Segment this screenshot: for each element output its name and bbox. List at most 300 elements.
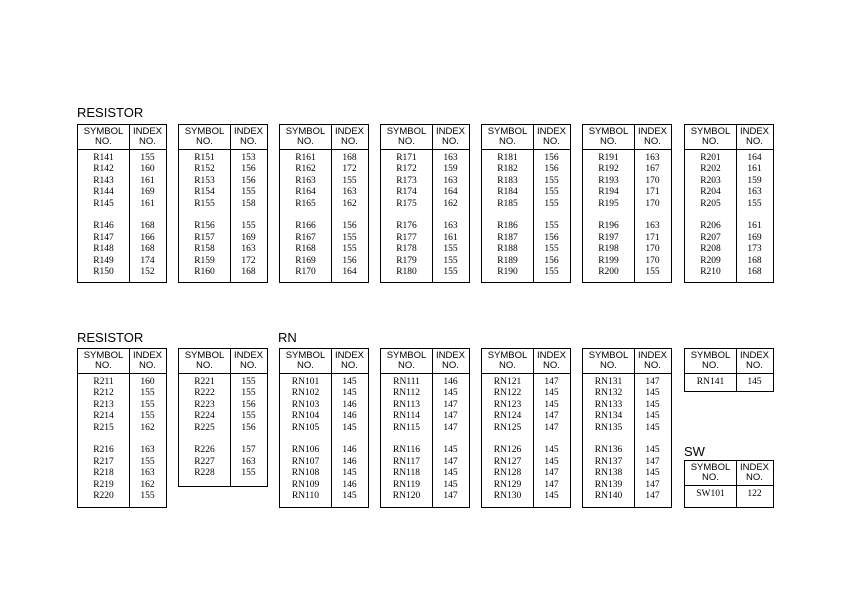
symbol-no-cell: R158 — [194, 244, 215, 255]
symbol-no-header — [685, 125, 736, 149]
index-no-cell: 152 — [140, 267, 155, 277]
symbol-no-cell: R208 — [700, 244, 721, 255]
index-no-cell: 164 — [747, 153, 762, 163]
symbol-no-header-line: SYMBOL — [690, 462, 731, 473]
index-no-cell: 171 — [645, 232, 660, 243]
symbol-no-cell: R153 — [194, 175, 215, 186]
symbol-no-cell: R205 — [700, 198, 721, 209]
index-no-cell: 147 — [645, 377, 660, 387]
symbol-no-cell: R209 — [700, 255, 721, 266]
index-no-cell: 146 — [342, 399, 357, 410]
symbol-no-header-line: SYMBOL — [386, 350, 427, 361]
symbol-no-cell: R147 — [93, 232, 114, 243]
symbol-no-cell: R228 — [194, 468, 215, 479]
header-divider — [179, 373, 267, 374]
index-no-header-line: NO. — [543, 136, 560, 147]
symbol-no-cell: R177 — [396, 232, 417, 243]
symbol-no-cell: RN140 — [594, 491, 623, 501]
symbol-no-cell: RN139 — [594, 479, 623, 490]
index-no-cell: 163 — [241, 456, 256, 467]
symbol-no-cell: R193 — [598, 175, 619, 186]
index-no-cell: 155 — [241, 411, 256, 422]
index-no-cell: 155 — [241, 377, 256, 387]
symbol-no-header-line: SYMBOL — [285, 126, 326, 137]
symbol-no-header — [583, 349, 634, 373]
header-divider — [78, 149, 166, 150]
symbol-no-cell: R224 — [194, 411, 215, 422]
symbol-no-cell: R218 — [93, 468, 114, 479]
symbol-no-cell: R168 — [295, 244, 316, 255]
symbol-no-header-line: SYMBOL — [487, 126, 528, 137]
index-no-cell: 156 — [544, 255, 559, 266]
symbol-no-cell: R221 — [194, 377, 215, 387]
index-no-header-line: NO. — [746, 136, 763, 147]
symbol-no-cell: R174 — [396, 187, 417, 198]
index-no-header-line: NO. — [442, 360, 459, 371]
index-no-cell: 159 — [747, 175, 762, 186]
symbol-no-cell: R212 — [93, 388, 114, 399]
index-no-header — [634, 349, 671, 373]
index-no-cell: 171 — [645, 187, 660, 198]
symbol-no-header-line: SYMBOL — [285, 350, 326, 361]
symbol-no-cell: R222 — [194, 388, 215, 399]
symbol-no-cell: R143 — [93, 175, 114, 186]
symbol-index-table — [77, 348, 167, 508]
symbol-no-cell: R202 — [700, 164, 721, 175]
symbol-no-cell: RN109 — [291, 479, 320, 490]
symbol-no-header-line: NO. — [95, 360, 112, 371]
index-no-cell: 145 — [645, 422, 660, 433]
header-divider — [583, 373, 671, 374]
index-no-cell: 166 — [140, 232, 155, 243]
index-no-cell: 163 — [645, 153, 660, 163]
symbol-no-cell: RN122 — [493, 388, 522, 399]
symbol-no-cell: R219 — [93, 479, 114, 490]
symbol-no-header — [179, 125, 230, 149]
index-no-cell: 155 — [342, 232, 357, 243]
symbol-no-cell: R210 — [700, 267, 721, 277]
index-no-cell: 163 — [443, 221, 458, 232]
symbol-no-cell: RN127 — [493, 456, 522, 467]
symbol-no-cell: R214 — [93, 411, 114, 422]
symbol-no-cell: R169 — [295, 255, 316, 266]
index-no-header-line: NO. — [746, 360, 763, 371]
index-no-cell: 147 — [544, 479, 559, 490]
symbol-no-cell: R161 — [295, 153, 316, 163]
symbol-no-header-line: NO. — [196, 360, 213, 371]
index-no-cell: 146 — [443, 377, 458, 387]
symbol-no-cell: R184 — [497, 187, 518, 198]
symbol-index-table — [481, 124, 571, 283]
symbol-no-cell: R165 — [295, 198, 316, 209]
index-no-cell: 160 — [140, 164, 155, 175]
index-no-cell: 146 — [342, 411, 357, 422]
symbol-no-cell: RN105 — [291, 422, 320, 433]
symbol-no-header — [685, 461, 736, 485]
index-no-cell: 155 — [140, 153, 155, 163]
symbol-no-cell: RN138 — [594, 468, 623, 479]
symbol-index-table — [380, 124, 470, 283]
index-no-cell: 146 — [342, 479, 357, 490]
index-no-cell: 161 — [443, 232, 458, 243]
index-no-cell: 159 — [443, 164, 458, 175]
index-no-cell: 170 — [645, 244, 660, 255]
symbol-no-cell: R203 — [700, 175, 721, 186]
index-no-cell: 170 — [645, 198, 660, 209]
index-no-header-line: INDEX — [435, 350, 466, 361]
index-no-cell: 169 — [747, 232, 762, 243]
section-title-resistor-2: RESISTOR — [77, 330, 144, 345]
symbol-no-cell: R182 — [497, 164, 518, 175]
index-no-cell: 161 — [747, 164, 762, 175]
symbol-no-cell: R220 — [93, 491, 114, 501]
symbol-no-cell: R156 — [194, 221, 215, 232]
symbol-no-cell: R163 — [295, 175, 316, 186]
symbol-no-header-line: SYMBOL — [690, 126, 731, 137]
symbol-no-header-line: NO. — [95, 136, 112, 147]
index-no-cell: 155 — [241, 468, 256, 479]
symbol-no-cell: RN116 — [392, 445, 421, 456]
index-no-cell: 162 — [342, 198, 357, 209]
symbol-no-header-line: NO. — [600, 360, 617, 371]
index-no-cell: 155 — [140, 491, 155, 501]
index-no-cell: 155 — [544, 244, 559, 255]
symbol-no-header-line: SYMBOL — [83, 350, 124, 361]
symbol-no-header — [78, 349, 129, 373]
index-no-cell: 156 — [544, 164, 559, 175]
index-no-cell: 155 — [645, 267, 660, 277]
symbol-no-cell: R172 — [396, 164, 417, 175]
index-no-header-line: INDEX — [637, 350, 668, 361]
symbol-no-header-line: SYMBOL — [184, 126, 225, 137]
symbol-index-table — [178, 348, 268, 487]
index-no-cell: 147 — [544, 468, 559, 479]
index-no-cell: 145 — [645, 468, 660, 479]
symbol-no-header — [179, 349, 230, 373]
symbol-no-cell: R223 — [194, 399, 215, 410]
index-no-cell: 155 — [342, 175, 357, 186]
symbol-no-cell: R151 — [194, 153, 215, 163]
index-no-cell: 145 — [342, 377, 357, 387]
index-no-cell: 145 — [544, 491, 559, 501]
symbol-no-cell: R176 — [396, 221, 417, 232]
symbol-no-cell: R195 — [598, 198, 619, 209]
symbol-no-cell: RN103 — [291, 399, 320, 410]
index-no-cell: 173 — [747, 244, 762, 255]
symbol-no-cell: R213 — [93, 399, 114, 410]
index-no-cell: 147 — [443, 491, 458, 501]
symbol-index-table — [481, 348, 571, 508]
index-no-cell: 146 — [342, 445, 357, 456]
index-no-header — [736, 125, 773, 149]
index-no-header — [331, 349, 368, 373]
symbol-no-cell: R173 — [396, 175, 417, 186]
index-no-cell: 155 — [443, 255, 458, 266]
index-no-cell: 145 — [443, 388, 458, 399]
index-no-cell: 145 — [645, 388, 660, 399]
symbol-no-cell: R164 — [295, 187, 316, 198]
symbol-no-cell: R181 — [497, 153, 518, 163]
symbol-no-cell: R170 — [295, 267, 316, 277]
header-divider — [685, 485, 773, 486]
index-no-cell: 156 — [241, 399, 256, 410]
index-no-cell: 155 — [241, 388, 256, 399]
symbol-no-cell: R179 — [396, 255, 417, 266]
symbol-no-cell: R162 — [295, 164, 316, 175]
index-no-cell: 145 — [544, 388, 559, 399]
symbol-no-cell: R185 — [497, 198, 518, 209]
symbol-no-cell: SW101 — [696, 489, 725, 499]
header-divider — [482, 373, 570, 374]
index-no-header-line: INDEX — [637, 126, 668, 137]
symbol-no-cell: R204 — [700, 187, 721, 198]
symbol-no-cell: R200 — [598, 267, 619, 277]
index-no-cell: 167 — [645, 164, 660, 175]
symbol-no-header-line: SYMBOL — [487, 350, 528, 361]
index-no-cell: 155 — [140, 388, 155, 399]
symbol-no-cell: R146 — [93, 221, 114, 232]
symbol-no-cell: RN133 — [594, 399, 623, 410]
index-no-cell: 145 — [443, 479, 458, 490]
index-no-header-line: INDEX — [739, 462, 770, 473]
index-no-cell: 155 — [544, 187, 559, 198]
symbol-no-cell: R148 — [93, 244, 114, 255]
symbol-no-header — [482, 125, 533, 149]
symbol-no-cell: R198 — [598, 244, 619, 255]
header-divider — [381, 149, 469, 150]
index-no-cell: 145 — [645, 411, 660, 422]
symbol-no-header-line: SYMBOL — [588, 126, 629, 137]
symbol-no-header — [280, 125, 331, 149]
symbol-no-cell: RN124 — [493, 411, 522, 422]
header-divider — [381, 373, 469, 374]
header-divider — [78, 373, 166, 374]
index-no-cell: 174 — [140, 255, 155, 266]
index-no-cell: 168 — [241, 267, 256, 277]
symbol-no-cell: R207 — [700, 232, 721, 243]
symbol-no-cell: R167 — [295, 232, 316, 243]
index-no-cell: 156 — [241, 422, 256, 433]
symbol-no-cell: R152 — [194, 164, 215, 175]
index-no-cell: 145 — [544, 456, 559, 467]
index-no-cell: 147 — [645, 491, 660, 501]
header-divider — [685, 373, 773, 374]
index-no-cell: 163 — [140, 445, 155, 456]
index-no-cell: 168 — [747, 267, 762, 277]
index-no-header-line: NO. — [341, 136, 358, 147]
index-no-header-line: NO. — [644, 360, 661, 371]
index-no-cell: 146 — [342, 456, 357, 467]
symbol-no-cell: R189 — [497, 255, 518, 266]
symbol-no-cell: R141 — [93, 153, 114, 163]
index-no-cell: 155 — [544, 198, 559, 209]
index-no-header-line: INDEX — [334, 350, 365, 361]
index-no-header-line: INDEX — [739, 350, 770, 361]
index-no-cell: 155 — [241, 187, 256, 198]
index-no-cell: 163 — [443, 153, 458, 163]
index-no-cell: 163 — [747, 187, 762, 198]
index-no-cell: 155 — [747, 198, 762, 209]
index-no-header — [230, 349, 267, 373]
symbol-no-cell: R187 — [497, 232, 518, 243]
symbol-no-header — [482, 349, 533, 373]
symbol-no-cell: R180 — [396, 267, 417, 277]
index-no-cell: 147 — [645, 479, 660, 490]
index-no-cell: 147 — [443, 422, 458, 433]
header-divider — [280, 149, 368, 150]
index-no-header-line: INDEX — [739, 126, 770, 137]
symbol-no-header-line: SYMBOL — [690, 350, 731, 361]
symbol-no-header — [381, 349, 432, 373]
index-no-cell: 162 — [140, 479, 155, 490]
index-no-header — [736, 461, 773, 485]
index-no-cell: 155 — [140, 411, 155, 422]
index-no-cell: 172 — [342, 164, 357, 175]
symbol-no-cell: RN134 — [594, 411, 623, 422]
symbol-no-cell: RN104 — [291, 411, 320, 422]
symbol-no-header-line: NO. — [702, 136, 719, 147]
index-no-cell: 164 — [443, 187, 458, 198]
index-no-header — [533, 125, 570, 149]
symbol-no-cell: RN111 — [393, 377, 420, 387]
symbol-no-header-line: SYMBOL — [184, 350, 225, 361]
index-no-cell: 168 — [140, 221, 155, 232]
symbol-no-cell: RN115 — [392, 422, 421, 433]
index-no-cell: 161 — [140, 175, 155, 186]
symbol-index-table — [380, 348, 470, 508]
symbol-no-cell: RN113 — [392, 399, 421, 410]
symbol-no-cell: RN128 — [493, 468, 522, 479]
index-no-cell: 145 — [747, 377, 762, 387]
index-no-cell: 161 — [747, 221, 762, 232]
symbol-no-cell: R157 — [194, 232, 215, 243]
index-no-header — [432, 349, 469, 373]
index-no-cell: 145 — [443, 445, 458, 456]
index-no-cell: 161 — [140, 198, 155, 209]
index-no-cell: 145 — [544, 399, 559, 410]
symbol-no-cell: R227 — [194, 456, 215, 467]
symbol-no-cell: R211 — [93, 377, 114, 387]
symbol-index-table — [582, 348, 672, 508]
index-no-cell: 156 — [544, 153, 559, 163]
symbol-no-cell: RN132 — [594, 388, 623, 399]
index-no-cell: 168 — [342, 153, 357, 163]
index-no-cell: 172 — [241, 255, 256, 266]
symbol-no-cell: RN107 — [291, 456, 320, 467]
symbol-index-table — [684, 460, 774, 508]
symbol-no-cell: R155 — [194, 198, 215, 209]
symbol-index-table — [77, 124, 167, 283]
symbol-no-cell: RN123 — [493, 399, 522, 410]
index-no-cell: 147 — [443, 456, 458, 467]
index-no-header-line: NO. — [442, 136, 459, 147]
index-no-cell: 147 — [544, 411, 559, 422]
symbol-no-header — [685, 349, 736, 373]
symbol-no-cell: RN106 — [291, 445, 320, 456]
index-no-cell: 160 — [140, 377, 155, 387]
index-no-cell: 145 — [645, 445, 660, 456]
symbol-no-header-line: NO. — [196, 136, 213, 147]
symbol-no-cell: R178 — [396, 244, 417, 255]
symbol-no-header — [78, 125, 129, 149]
symbol-no-header-line: NO. — [600, 136, 617, 147]
symbol-no-header-line: NO. — [398, 136, 415, 147]
symbol-index-table — [684, 348, 774, 392]
symbol-no-cell: R215 — [93, 422, 114, 433]
symbol-index-table — [279, 124, 369, 283]
index-no-header-line: INDEX — [132, 126, 163, 137]
index-no-cell: 155 — [443, 267, 458, 277]
symbol-no-cell: RN125 — [493, 422, 522, 433]
section-title-sw: SW — [684, 444, 705, 459]
index-no-header — [129, 349, 166, 373]
symbol-no-cell: R206 — [700, 221, 721, 232]
symbol-no-cell: RN121 — [493, 377, 522, 387]
symbol-no-cell: R150 — [93, 267, 114, 277]
index-no-cell: 145 — [342, 422, 357, 433]
index-no-cell: 155 — [544, 267, 559, 277]
symbol-index-table — [684, 124, 774, 283]
symbol-no-header-line: SYMBOL — [386, 126, 427, 137]
symbol-no-cell: R171 — [396, 153, 417, 163]
symbol-no-header-line: SYMBOL — [588, 350, 629, 361]
index-no-header-line: INDEX — [334, 126, 365, 137]
index-no-cell: 145 — [645, 399, 660, 410]
symbol-no-cell: R186 — [497, 221, 518, 232]
index-no-cell: 156 — [342, 255, 357, 266]
symbol-no-cell: R199 — [598, 255, 619, 266]
symbol-no-header-line: NO. — [702, 472, 719, 483]
index-no-header-line: NO. — [139, 136, 156, 147]
index-no-header-line: INDEX — [536, 126, 567, 137]
symbol-no-header-line: NO. — [398, 360, 415, 371]
index-no-cell: 170 — [645, 255, 660, 266]
index-no-header-line: NO. — [644, 136, 661, 147]
symbol-no-header-line: NO. — [499, 360, 516, 371]
index-no-cell: 147 — [645, 456, 660, 467]
index-no-cell: 162 — [443, 198, 458, 209]
symbol-no-cell: RN131 — [594, 377, 623, 387]
symbol-no-cell: RN141 — [696, 377, 725, 387]
symbol-no-cell: RN102 — [291, 388, 320, 399]
symbol-no-cell: RN129 — [493, 479, 522, 490]
index-no-cell: 170 — [645, 175, 660, 186]
index-no-cell: 145 — [443, 468, 458, 479]
symbol-no-cell: R201 — [700, 153, 721, 163]
symbol-no-header-line: NO. — [297, 136, 314, 147]
index-no-cell: 155 — [241, 221, 256, 232]
symbol-no-cell: R225 — [194, 422, 215, 433]
symbol-no-cell: RN126 — [493, 445, 522, 456]
symbol-no-cell: RN110 — [291, 491, 320, 501]
index-no-cell: 122 — [747, 489, 762, 499]
header-divider — [583, 149, 671, 150]
index-no-header — [432, 125, 469, 149]
symbol-index-table — [279, 348, 369, 508]
index-no-header-line: NO. — [139, 360, 156, 371]
symbol-no-header — [280, 349, 331, 373]
symbol-no-cell: R217 — [93, 456, 114, 467]
symbol-no-cell: R154 — [194, 187, 215, 198]
symbol-no-header-line: NO. — [702, 360, 719, 371]
symbol-no-cell: R149 — [93, 255, 114, 266]
index-no-cell: 155 — [544, 221, 559, 232]
index-no-cell: 163 — [443, 175, 458, 186]
section-title-resistor-1: RESISTOR — [77, 105, 144, 120]
index-no-cell: 156 — [342, 221, 357, 232]
symbol-no-cell: R166 — [295, 221, 316, 232]
index-no-header — [533, 349, 570, 373]
